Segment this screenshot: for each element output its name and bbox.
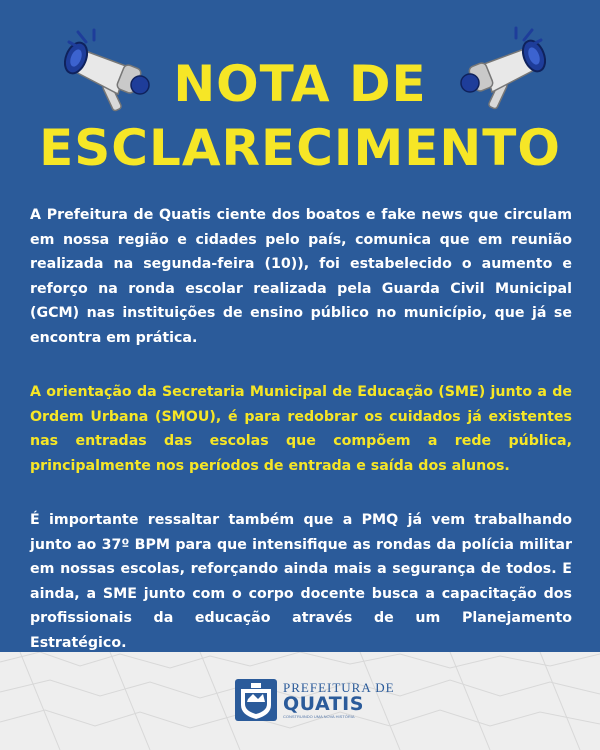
coat-of-arms-icon [233, 677, 279, 723]
page-title [0, 52, 600, 180]
logo-subtitle: CONSTRUINDO UMA NOVA HISTÓRIA [283, 714, 355, 719]
paragraph-orientation: A orientação da Secretaria Municipal de Educação (SME) junto a de Ordem Urbana (SMOU), é para redobrar os cuidados já existentes nas entradas das escolas que compõem a rede pública, principalmente nos períodos de entrada e saída dos alunos. [30, 384, 572, 474]
logo-text [283, 681, 395, 719]
prefeitura-logo [233, 677, 395, 723]
paragraph-intro: A Prefeitura de Quatis ciente dos boatos e fake news que circulam em nossa região e cidades pelo país, comunica que em reunião realizada na segunda-feira (10)), foi estabelecido o aumento e reforço na ronda escolar realizada pela Guarda Civil Municipal (GCM) nas instituições de ensino público no município, que já se encontra em prática. [30, 207, 572, 346]
logo-top-text: PREFEITURA DE [283, 680, 395, 695]
paragraph-security: É importante ressaltar também que a PMQ já vem trabalhando junto ao 37º BPM para que intensifique as rondas da polícia militar em nossas escolas, reforçando ainda mais a segurança de todos. E ainda, a SME junto com o corpo docente busca a capacitação dos profissionais da educação através de um Planejamento Estratégico. [30, 512, 572, 651]
title-line-1: NOTA DE [173, 55, 427, 113]
title-line-2: ESCLARECIMENTO [39, 119, 561, 177]
logo-main-text: QUATIS [283, 693, 364, 715]
